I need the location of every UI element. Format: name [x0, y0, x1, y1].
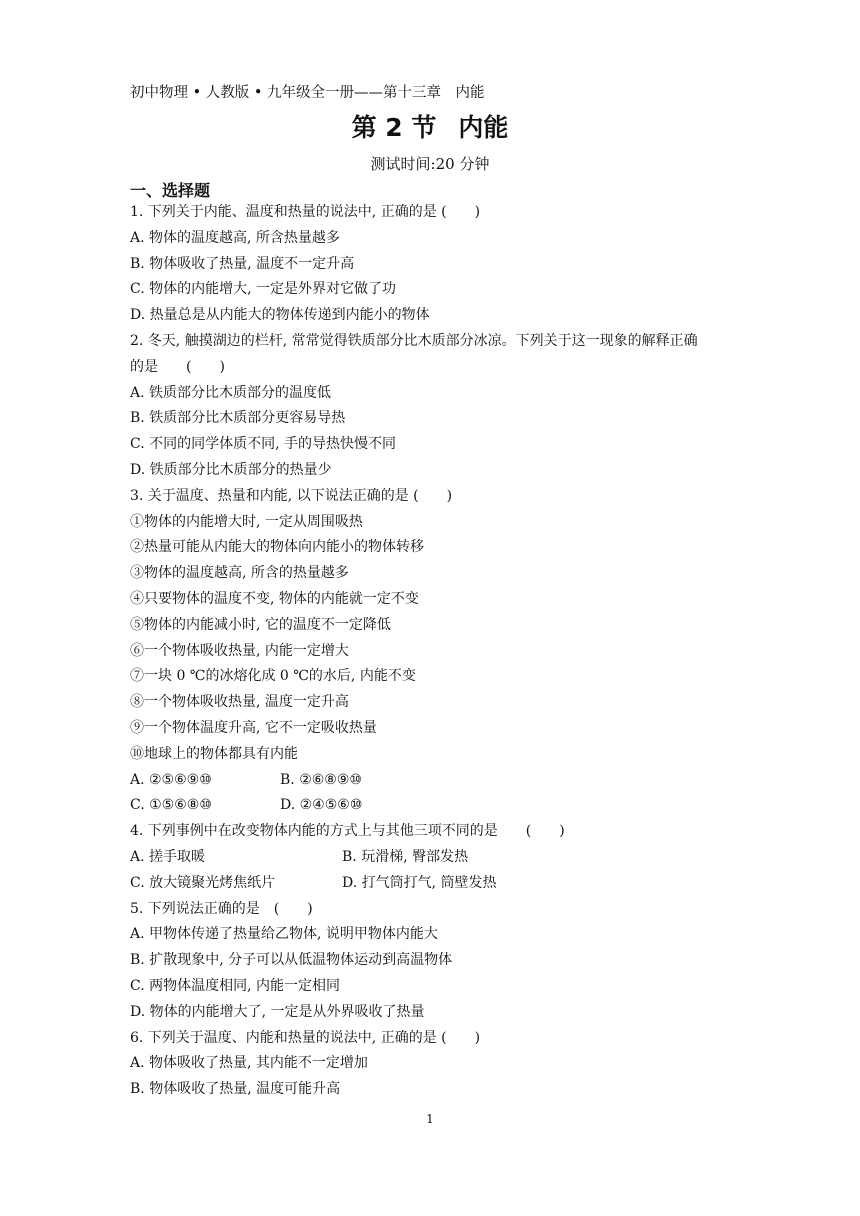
question-1-option-d: D. 热量总是从内能大的物体传递到内能小的物体: [130, 307, 430, 324]
question-3-statement-9: ⑨一个物体温度升高, 它不一定吸收热量: [130, 719, 377, 736]
question-3-statement-7: ⑦一块 0 ℃的冰熔化成 0 ℃的水后, 内能不变: [130, 668, 416, 685]
question-3-option-a: A. ②⑤⑥⑨⑩: [130, 771, 212, 788]
section-heading: 一、选择题: [130, 181, 211, 200]
question-2-option-d: D. 铁质部分比木质部分的热量少: [130, 461, 332, 478]
question-2-option-c: C. 不同的同学体质不同, 手的导热快慢不同: [130, 436, 397, 453]
question-1-option-b: B. 物体吸收了热量, 温度不一定升高: [130, 255, 355, 272]
question-3-options-cd: [130, 793, 740, 819]
question-4-option-b: B. 玩滑梯, 臀部发热: [342, 848, 469, 865]
question-5-option-c: C. 两物体温度相同, 内能一定相同: [130, 977, 341, 994]
question-3-stem: 3. 关于温度、热量和内能, 以下说法正确的是 ( ): [130, 487, 453, 504]
question-4-stem: 4. 下列事例中在改变物体内能的方式上与其他三项不同的是 ( ): [130, 823, 565, 840]
question-3-statement-5: ⑤物体的内能减小时, 它的温度不一定降低: [130, 616, 391, 633]
question-3-option-c: C. ①⑤⑥⑧⑩: [130, 797, 212, 814]
question-3-statement-1: ①物体的内能增大时, 一定从周围吸热: [130, 513, 363, 530]
question-4-option-c: C. 放大镜聚光烤焦纸片: [130, 874, 276, 891]
question-3-statement-3: ③物体的温度越高, 所含的热量越多: [130, 565, 349, 582]
breadcrumb: 初中物理 • 人教版 • 九年级全一册——第十三章 内能: [130, 85, 485, 101]
test-time: 测试时间:20 分钟: [370, 155, 490, 173]
question-3-options-ab: [130, 768, 740, 794]
question-1-option-c: C. 物体的内能增大, 一定是外界对它做了功: [130, 281, 397, 298]
question-6-option-a: A. 物体吸收了热量, 其内能不一定增加: [130, 1055, 368, 1072]
question-3-option-b: B. ②⑥⑧⑨⑩: [280, 771, 362, 788]
question-2-option-a: A. 铁质部分比木质部分的温度低: [130, 384, 332, 401]
question-3-statement-8: ⑧一个物体吸收热量, 温度一定升高: [130, 694, 349, 711]
question-5-option-b: B. 扩散现象中, 分子可以从低温物体运动到高温物体: [130, 952, 453, 969]
page-number: 1: [426, 1112, 434, 1126]
question-4-option-a: A. 搓手取暖: [130, 848, 206, 865]
question-list: [130, 200, 740, 1103]
question-1-stem: 1. 下列关于内能、温度和热量的说法中, 正确的是 ( ): [130, 204, 481, 220]
section-number: 第 2 节: [351, 113, 437, 142]
question-6-option-b: B. 物体吸收了热量, 温度可能升高: [130, 1081, 341, 1098]
question-4-options-ab: [130, 845, 740, 871]
question-3-statement-2: ②热量可能从内能大的物体向内能小的物体转移: [130, 539, 424, 556]
question-4-options-cd: [130, 871, 740, 897]
question-5-stem: 5. 下列说法正确的是 ( ): [130, 900, 313, 917]
question-3-statement-4: ④只要物体的温度不变, 物体的内能就一定不变: [130, 590, 419, 607]
question-3-statement-10: ⑩地球上的物体都具有内能: [130, 745, 298, 762]
question-2-option-b: B. 铁质部分比木质部分更容易导热: [130, 410, 346, 427]
question-2-stem: 2. 冬天, 触摸湖边的栏杆, 常常觉得铁质部分比木质部分冰凉。下列关于这一现象的解释正确: [130, 332, 698, 349]
question-5-option-a: A. 甲物体传递了热量给乙物体, 说明甲物体内能大: [130, 926, 438, 943]
page-title: [0, 108, 860, 144]
question-3-statement-6: ⑥一个物体吸收热量, 内能一定增大: [130, 642, 349, 659]
question-3-option-d: D. ②④⑤⑥⑩: [280, 797, 363, 814]
question-5-option-d: D. 物体的内能增大了, 一定是从外界吸收了热量: [130, 1003, 425, 1020]
section-name: 内能: [458, 113, 509, 142]
question-2-stem-cont: 的是 ( ): [130, 358, 225, 375]
question-4-option-d: D. 打气筒打气, 筒壁发热: [342, 874, 497, 891]
question-1-option-a: A. 物体的温度越高, 所含热量越多: [130, 229, 340, 246]
question-6-stem: 6. 下列关于温度、内能和热量的说法中, 正确的是 ( ): [130, 1029, 481, 1046]
